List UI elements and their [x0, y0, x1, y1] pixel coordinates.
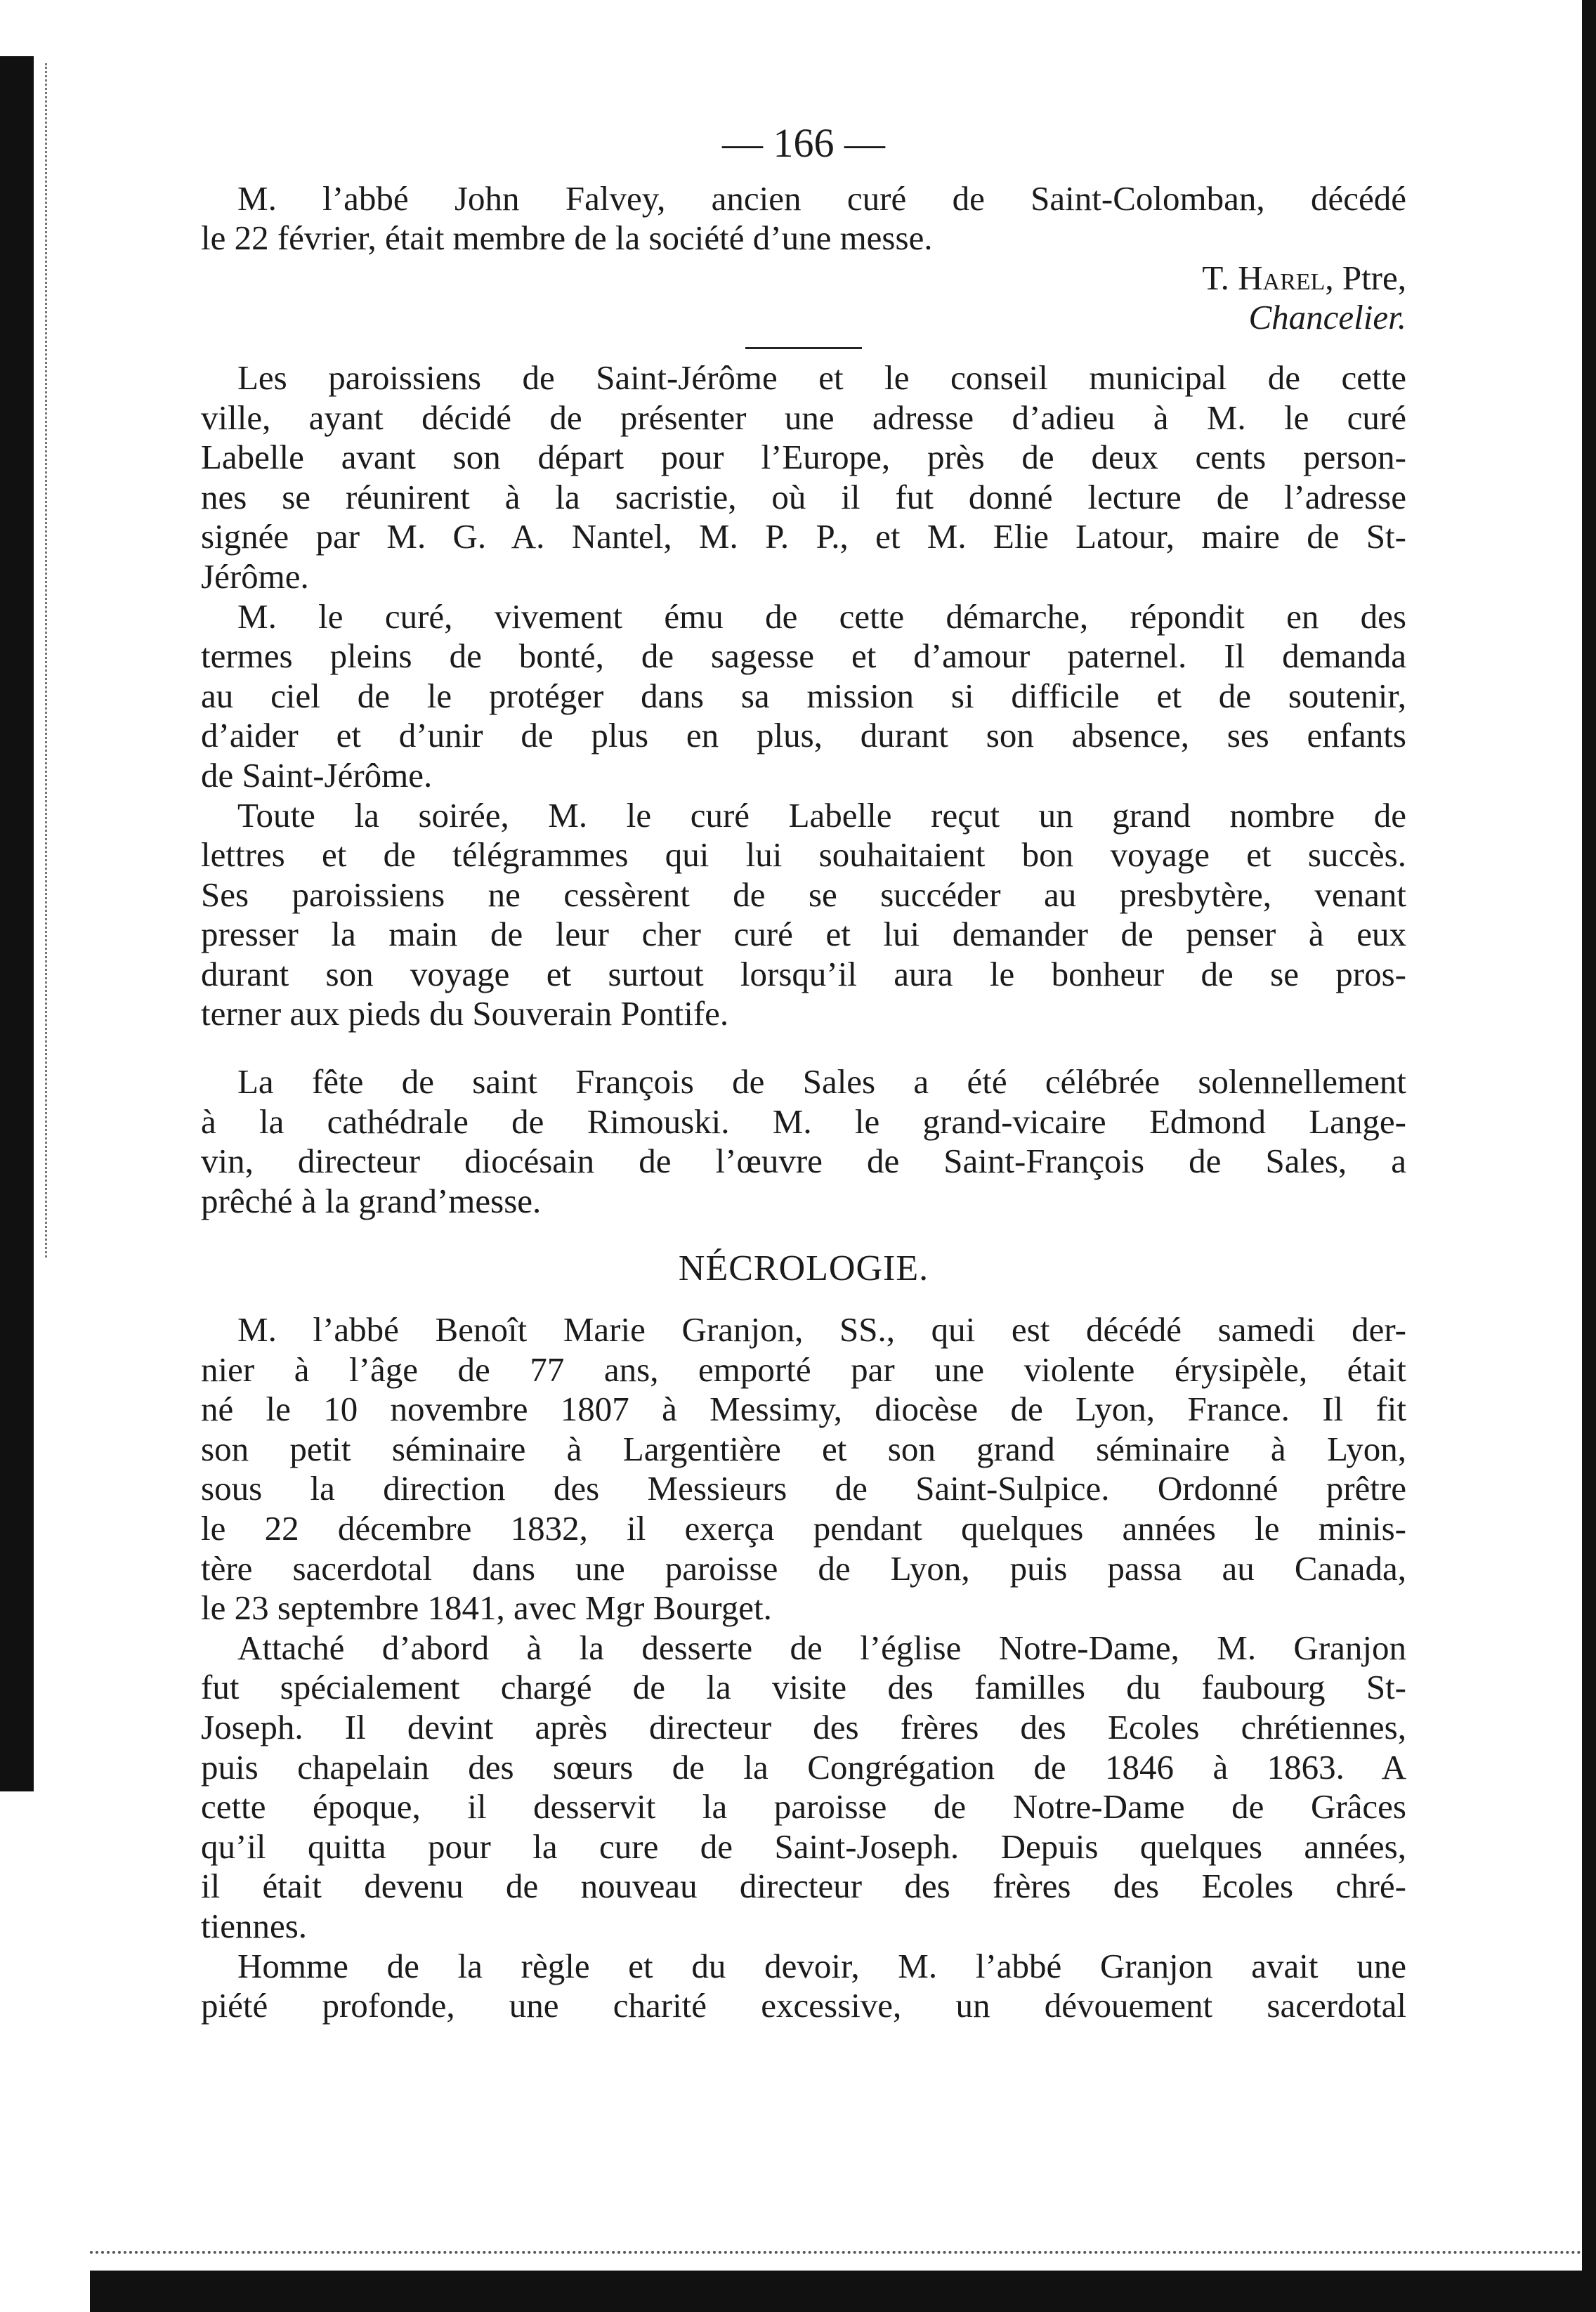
text-line: La fête de saint François de Sales a été célébrée solennellement: [237, 1062, 1406, 1102]
text-line: Les paroissiens de Saint-Jérôme et le conseil municipal de cette: [237, 358, 1406, 397]
text-line: M. le curé, vivement ému de cette démarche, répondit en des: [237, 596, 1406, 636]
text-line: tère sacerdotal dans une paroisse de Lyon, puis passa au Canada,: [201, 1548, 1406, 1588]
text-line: Toute la soirée, M. le curé Labelle reçut un grand nombre de: [237, 795, 1406, 835]
text-line: Ses paroissiens ne cessèrent de se succéder au presbytère, venant: [201, 875, 1406, 914]
text-line: cette époque, il desservit la paroisse de Notre-Dame de Grâces: [201, 1787, 1406, 1827]
text-line: terner aux pieds du Souverain Pontife.: [201, 994, 729, 1033]
signature-role: Chancelier.: [1248, 298, 1406, 337]
paragraph-soiree: [201, 796, 1406, 1035]
signature-name: Harel: [1238, 258, 1326, 297]
text-line: nes se réunirent à la sacristie, où il fut donné lecture de l’adresse: [201, 477, 1406, 516]
text-line: au ciel de le protéger dans sa mission si difficile et de soutenir,: [201, 676, 1406, 715]
page-text: [201, 120, 1406, 2026]
text-line: le 22 février, était membre de la société d’une messe.: [201, 218, 933, 258]
text-line: vin, directeur diocésain de l’œuvre de Saint-François de Sales, a: [201, 1142, 1406, 1181]
text-line: de Saint-Jérôme.: [201, 755, 433, 795]
text-line: d’aider et d’unir de plus en plus, durant son absence, ses enfants: [201, 716, 1406, 755]
paragraph-labelle: [201, 358, 1406, 597]
text-line: tiennes.: [201, 1906, 308, 1945]
text-line: Homme de la règle et du devoir, M. l’abbé Granjon avait une: [237, 1946, 1406, 1985]
text-line: signée par M. G. A. Nantel, M. P. P., et M. Elie Latour, maire de St-: [201, 517, 1406, 556]
text-line: qu’il quitta pour la cure de Saint-Joseph. Depuis quelques années,: [201, 1827, 1406, 1866]
text-line: M. l’abbé John Falvey, ancien curé de Saint-Colomban, décédé: [237, 178, 1406, 218]
text-line: piété profonde, une charité excessive, un dévouement sacerdotal: [201, 1986, 1406, 2025]
text-line: Joseph. Il devint après directeur des frères des Ecoles chrétiennes,: [201, 1707, 1406, 1746]
scan-right-edge: [1582, 0, 1596, 2312]
paragraph-homme: [201, 1947, 1406, 2026]
text-line: le 22 décembre 1832, il exerça pendant quelques années le minis-: [201, 1509, 1406, 1548]
separator-rule: [745, 347, 862, 349]
text-line: puis chapelain des sœurs de la Congrégation de 1846 à 1863. A: [201, 1747, 1406, 1787]
text-line: son petit séminaire à Largentière et son grand séminaire à Lyon,: [201, 1429, 1406, 1468]
text-line: il était devenu de nouveau directeur des frères des Ecoles chré-: [201, 1867, 1406, 1906]
paragraph-attache: [201, 1628, 1406, 1947]
signature-title: , Ptre,: [1325, 258, 1406, 297]
text-line: né le 10 novembre 1807 à Messimy, diocèse de Lyon, France. Il fit: [201, 1390, 1406, 1429]
page-number: — 166 —: [722, 120, 885, 166]
scan-margin-dots: [45, 63, 54, 1258]
text-line: à la cathédrale de Rimouski. M. le grand-vicaire Edmond Lange-: [201, 1102, 1406, 1141]
text-line: Jérôme.: [201, 556, 309, 596]
text-line: le 23 septembre 1841, avec Mgr Bourget.: [201, 1588, 772, 1628]
text-line: nier à l’âge de 77 ans, emporté par une violente érysipèle, était: [201, 1350, 1406, 1389]
scan-bottom-edge: [90, 2271, 1582, 2312]
text-line: Labelle avant son départ pour l’Europe, près de deux cents person-: [201, 438, 1406, 477]
text-line: durant son voyage et surtout lorsqu’il aura le bonheur de se pros-: [201, 954, 1406, 993]
text-line: lettres et de télégrammes qui lui souhaitaient bon voyage et succès.: [201, 835, 1406, 875]
text-line: prêché à la grand’messe.: [201, 1181, 542, 1220]
signature: [201, 259, 1406, 299]
signature-initial: T.: [1202, 258, 1229, 297]
section-gap: [201, 1034, 1406, 1062]
paragraph-rimouski: [201, 1062, 1406, 1221]
text-line: Attaché d’abord à la desserte de l’église Notre-Dame, M. Granjon: [237, 1628, 1406, 1667]
note-falvey: [201, 179, 1406, 259]
text-line: ville, ayant décidé de présenter une adresse d’adieu à M. le curé: [201, 398, 1406, 437]
text-line: presser la main de leur cher curé et lui demander de penser à eux: [201, 915, 1406, 954]
paragraph-granjon: [201, 1310, 1406, 1628]
paragraph-reply: [201, 597, 1406, 796]
section-heading: NÉCROLOGIE.: [678, 1248, 929, 1289]
scan-binding-edge: [0, 56, 34, 1791]
text-line: sous la direction des Messieurs de Saint-Sulpice. Ordonné prêtre: [201, 1469, 1406, 1508]
text-line: fut spécialement chargé de la visite des familles du faubourg St-: [201, 1668, 1406, 1707]
text-line: M. l’abbé Benoît Marie Granjon, SS., qui est décédé samedi der-: [237, 1310, 1406, 1350]
scan-bottom-dots: [90, 2251, 1582, 2254]
text-line: termes pleins de bonté, de sagesse et d’amour paternel. Il demanda: [201, 636, 1406, 676]
